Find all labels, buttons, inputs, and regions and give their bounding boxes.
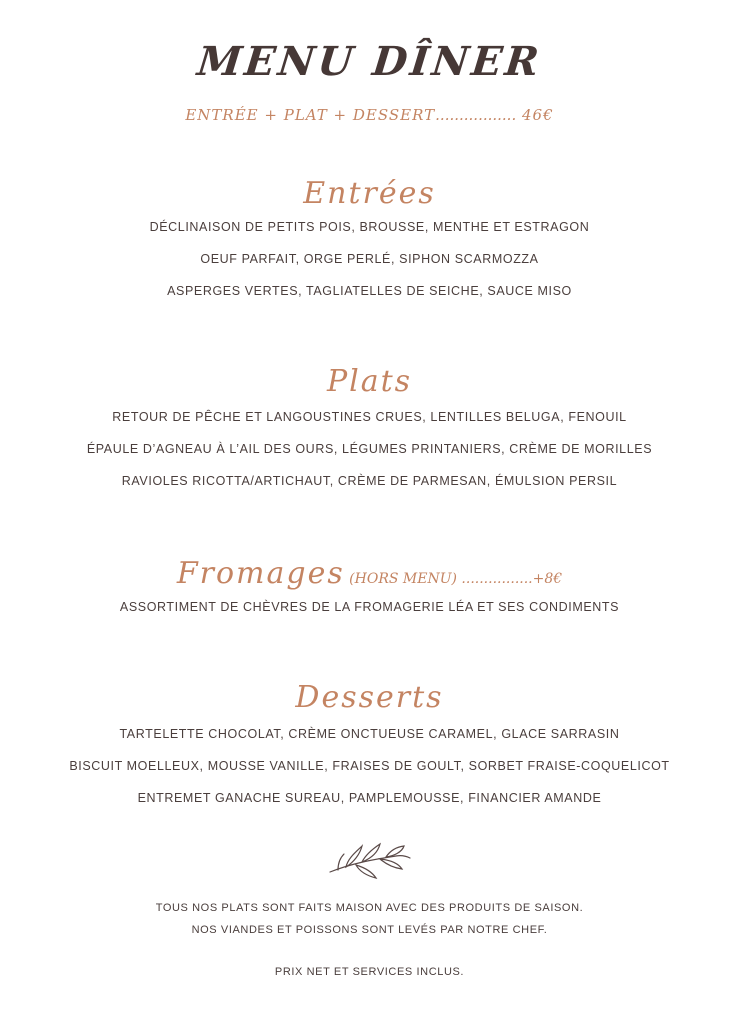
menu-item: RAVIOLES RICOTTA/ARTICHAUT, CRÈME DE PARMESAN, ÉMULSION PERSIL <box>121 474 618 488</box>
menu-item: TARTELETTE CHOCOLAT, CRÈME ONCTUEUSE CARAMEL, GLACE SARRASIN <box>119 727 620 741</box>
menu-item: OEUF PARFAIT, ORGE PERLÉ, SIPHON SCARMOZZA <box>200 252 539 266</box>
formula-dots: ................. <box>435 106 517 124</box>
menu-item: ENTREMET GANACHE SUREAU, PAMPLEMOUSSE, FINANCIER AMANDE <box>137 791 602 805</box>
menu-item: ASPERGES VERTES, TAGLIATELLES DE SEICHE, SAUCE MISO <box>167 284 572 298</box>
fromages-header <box>0 556 739 591</box>
footer-line: NOS VIANDES ET POISSONS SONT LEVÉS PAR NOTRE CHEF. <box>191 924 548 936</box>
footer-line: TOUS NOS PLATS SONT FAITS MAISON AVEC DES PRODUITS DE SAISON. <box>155 902 584 914</box>
hors-menu-note: (HORS MENU) <box>349 571 457 587</box>
olive-branch-icon <box>326 834 412 884</box>
formula-label: ENTRÉE + PLAT + DESSERT <box>185 106 436 124</box>
menu-item: BISCUIT MOELLEUX, MOUSSE VANILLE, FRAISES DE GOULT, SORBET FRAISE-COQUELICOT <box>69 759 670 773</box>
formula-price: 46€ <box>522 106 554 124</box>
section-title-fromages: Fromages <box>176 556 345 591</box>
page-title: MENU DÎNER <box>195 38 544 85</box>
formula-line <box>0 106 739 124</box>
menu-item: ASSORTIMENT DE CHÈVRES DE LA FROMAGERIE LÉA ET SES CONDIMENTS <box>119 600 620 614</box>
menu-item: RETOUR DE PÊCHE ET LANGOUSTINES CRUES, LENTILLES BELUGA, FENOUIL <box>112 410 627 424</box>
menu-item: ÉPAULE D’AGNEAU À L’AIL DES OURS, LÉGUMES PRINTANIERS, CRÈME DE MORILLES <box>86 442 653 456</box>
section-title-plats: Plats <box>326 364 413 399</box>
footer-price-note: PRIX NET ET SERVICES INCLUS. <box>274 966 465 978</box>
section-title-desserts: Desserts <box>295 680 444 715</box>
fromages-dots: ................ <box>461 571 533 587</box>
fromages-price: +8€ <box>532 571 563 587</box>
menu-item: DÉCLINAISON DE PETITS POIS, BROUSSE, MENTHE ET ESTRAGON <box>149 220 590 234</box>
section-title-entrees: Entrées <box>303 176 436 211</box>
